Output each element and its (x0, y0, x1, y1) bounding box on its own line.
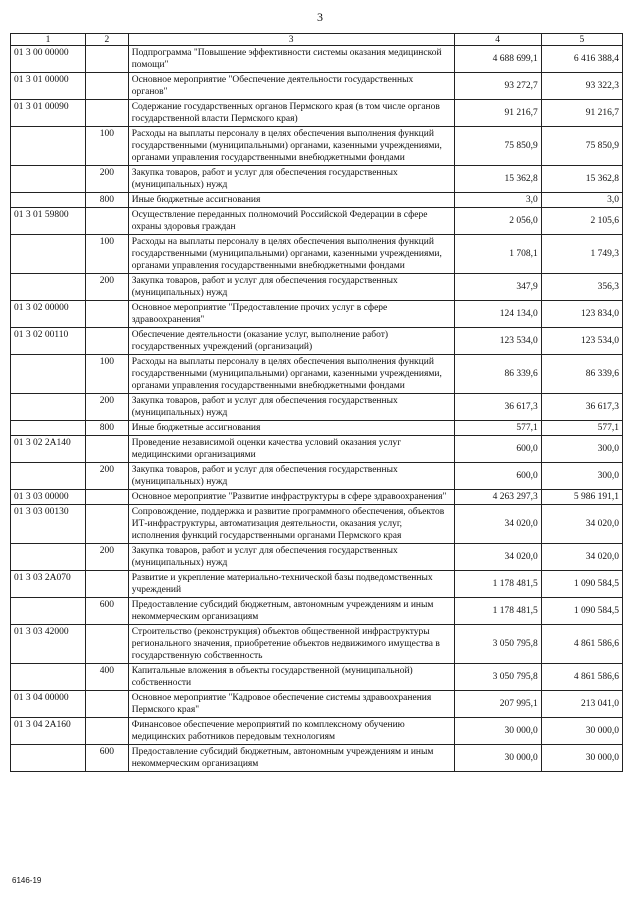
cell-amount-col4: 123 534,0 (454, 328, 541, 355)
cell-amount-col4: 600,0 (454, 436, 541, 463)
table-row (11, 100, 623, 127)
table-row (11, 193, 623, 208)
cell-target-code: 01 3 04 2А160 (11, 718, 86, 745)
cell-amount-col4: 91 216,7 (454, 100, 541, 127)
table-row (11, 544, 623, 571)
cell-expense-type (86, 505, 129, 544)
header-row (11, 34, 623, 46)
table-row (11, 73, 623, 100)
cell-item-name: Предоставление субсидий бюджетным, автономным учреждениям и иным некоммерческим организациям (128, 598, 454, 625)
cell-expense-type: 100 (86, 235, 129, 274)
cell-item-name: Закупка товаров, работ и услуг для обеспечения государственных (муниципальных) нужд (128, 274, 454, 301)
cell-amount-col5: 75 850,9 (541, 127, 622, 166)
table-row (11, 664, 623, 691)
cell-expense-type (86, 718, 129, 745)
header-col-3: 3 (128, 34, 454, 46)
cell-amount-col5: 123 834,0 (541, 301, 622, 328)
cell-target-code (11, 544, 86, 571)
cell-amount-col4: 1 178 481,5 (454, 571, 541, 598)
cell-item-name: Осуществление переданных полномочий Российской Федерации в сфере охраны здоровья граждан (128, 208, 454, 235)
table-row (11, 718, 623, 745)
cell-amount-col5: 1 090 584,5 (541, 571, 622, 598)
cell-item-name: Финансовое обеспечение мероприятий по комплексному обучению медицинских работников передовым технологиям (128, 718, 454, 745)
header-col-4: 4 (454, 34, 541, 46)
cell-expense-type (86, 436, 129, 463)
table-row (11, 127, 623, 166)
cell-expense-type (86, 100, 129, 127)
cell-item-name: Закупка товаров, работ и услуг для обеспечения государственных (муниципальных) нужд (128, 166, 454, 193)
table-row (11, 235, 623, 274)
cell-expense-type (86, 571, 129, 598)
cell-amount-col5: 1 749,3 (541, 235, 622, 274)
cell-expense-type: 600 (86, 745, 129, 772)
cell-item-name: Капитальные вложения в объекты государственной (муниципальной) собственности (128, 664, 454, 691)
cell-target-code: 01 3 01 00090 (11, 100, 86, 127)
cell-expense-type: 200 (86, 544, 129, 571)
cell-amount-col5: 86 339,6 (541, 355, 622, 394)
cell-amount-col5: 123 534,0 (541, 328, 622, 355)
table-row (11, 394, 623, 421)
footer-code: 6146-19 (12, 876, 42, 885)
cell-amount-col5: 15 362,8 (541, 166, 622, 193)
cell-amount-col4: 15 362,8 (454, 166, 541, 193)
cell-amount-col5: 30 000,0 (541, 718, 622, 745)
cell-amount-col4: 1 178 481,5 (454, 598, 541, 625)
cell-expense-type: 800 (86, 421, 129, 436)
cell-amount-col4: 30 000,0 (454, 745, 541, 772)
cell-amount-col5: 4 861 586,6 (541, 625, 622, 664)
cell-amount-col4: 600,0 (454, 463, 541, 490)
header-col-1: 1 (11, 34, 86, 46)
cell-target-code: 01 3 02 00000 (11, 301, 86, 328)
table-row (11, 328, 623, 355)
header-col-5: 5 (541, 34, 622, 46)
cell-expense-type: 100 (86, 355, 129, 394)
cell-target-code (11, 745, 86, 772)
cell-amount-col4: 75 850,9 (454, 127, 541, 166)
cell-amount-col4: 3 050 795,8 (454, 625, 541, 664)
cell-item-name: Основное мероприятие "Кадровое обеспечение системы здравоохранения Пермского края" (128, 691, 454, 718)
table-row (11, 598, 623, 625)
cell-item-name: Развитие и укрепление материально-технической базы подведомственных учреждений (128, 571, 454, 598)
cell-item-name: Закупка товаров, работ и услуг для обеспечения государственных (муниципальных) нужд (128, 463, 454, 490)
cell-target-code (11, 193, 86, 208)
cell-item-name: Закупка товаров, работ и услуг для обеспечения государственных (муниципальных) нужд (128, 544, 454, 571)
cell-amount-col5: 36 617,3 (541, 394, 622, 421)
cell-item-name: Закупка товаров, работ и услуг для обеспечения государственных (муниципальных) нужд (128, 394, 454, 421)
cell-amount-col5: 3,0 (541, 193, 622, 208)
cell-item-name: Предоставление субсидий бюджетным, автономным учреждениям и иным некоммерческим организациям (128, 745, 454, 772)
cell-target-code (11, 127, 86, 166)
cell-expense-type (86, 301, 129, 328)
table-row (11, 691, 623, 718)
cell-target-code: 01 3 02 00110 (11, 328, 86, 355)
cell-item-name: Содержание государственных органов Пермского края (в том числе органов государственной власти Пермского края) (128, 100, 454, 127)
page-number: 3 (317, 10, 323, 24)
header-col-2: 2 (86, 34, 129, 46)
cell-amount-col4: 2 056,0 (454, 208, 541, 235)
cell-item-name: Проведение независимой оценки качества условий оказания услуг медицинскими организациями (128, 436, 454, 463)
cell-expense-type: 600 (86, 598, 129, 625)
table-row (11, 166, 623, 193)
cell-item-name: Иные бюджетные ассигнования (128, 421, 454, 436)
table-row (11, 46, 623, 73)
table-row (11, 745, 623, 772)
cell-amount-col5: 5 986 191,1 (541, 490, 622, 505)
table-row (11, 436, 623, 463)
cell-expense-type: 400 (86, 664, 129, 691)
cell-target-code (11, 598, 86, 625)
cell-expense-type: 800 (86, 193, 129, 208)
cell-expense-type (86, 490, 129, 505)
cell-amount-col4: 4 263 297,3 (454, 490, 541, 505)
cell-amount-col4: 34 020,0 (454, 505, 541, 544)
cell-amount-col5: 577,1 (541, 421, 622, 436)
table-row (11, 490, 623, 505)
cell-amount-col4: 30 000,0 (454, 718, 541, 745)
cell-expense-type (86, 625, 129, 664)
cell-amount-col4: 577,1 (454, 421, 541, 436)
cell-item-name: Расходы на выплаты персоналу в целях обеспечения выполнения функций государственными (муниципальными) органами, казенными учреждениями, органами управления государственными внебюджетными фондами (128, 355, 454, 394)
cell-target-code: 01 3 02 2А140 (11, 436, 86, 463)
cell-item-name: Иные бюджетные ассигнования (128, 193, 454, 208)
cell-target-code (11, 421, 86, 436)
cell-item-name: Обеспечение деятельности (оказание услуг, выполнение работ) государственных учреждений (организаций) (128, 328, 454, 355)
cell-amount-col5: 1 090 584,5 (541, 598, 622, 625)
table-row (11, 625, 623, 664)
cell-target-code: 01 3 03 00000 (11, 490, 86, 505)
cell-target-code: 01 3 03 2А070 (11, 571, 86, 598)
cell-amount-col5: 213 041,0 (541, 691, 622, 718)
cell-item-name: Расходы на выплаты персоналу в целях обеспечения выполнения функций государственными (муниципальными) органами, казенными учреждениями, органами управления государственными внебюджетными фондами (128, 235, 454, 274)
cell-amount-col4: 4 688 699,1 (454, 46, 541, 73)
cell-amount-col4: 124 134,0 (454, 301, 541, 328)
table-row (11, 301, 623, 328)
cell-item-name: Основное мероприятие "Развитие инфраструктуры в сфере здравоохранения" (128, 490, 454, 505)
cell-item-name: Подпрограмма "Повышение эффективности системы оказания медицинской помощи" (128, 46, 454, 73)
cell-amount-col4: 207 995,1 (454, 691, 541, 718)
cell-item-name: Расходы на выплаты персоналу в целях обеспечения выполнения функций государственными (муниципальными) органами, казенными учреждениями, органами управления государственными внебюджетными фондами (128, 127, 454, 166)
cell-expense-type (86, 328, 129, 355)
cell-amount-col4: 36 617,3 (454, 394, 541, 421)
cell-amount-col4: 93 272,7 (454, 73, 541, 100)
cell-amount-col5: 356,3 (541, 274, 622, 301)
cell-target-code: 01 3 03 00130 (11, 505, 86, 544)
cell-expense-type (86, 208, 129, 235)
budget-table (10, 33, 623, 772)
table-body (11, 46, 623, 772)
cell-expense-type (86, 46, 129, 73)
cell-expense-type: 100 (86, 127, 129, 166)
cell-amount-col5: 2 105,6 (541, 208, 622, 235)
cell-expense-type (86, 691, 129, 718)
table-row (11, 355, 623, 394)
cell-amount-col5: 34 020,0 (541, 505, 622, 544)
cell-expense-type: 200 (86, 166, 129, 193)
cell-target-code: 01 3 04 00000 (11, 691, 86, 718)
cell-amount-col5: 34 020,0 (541, 544, 622, 571)
cell-target-code: 01 3 01 00000 (11, 73, 86, 100)
table-row (11, 463, 623, 490)
cell-amount-col5: 30 000,0 (541, 745, 622, 772)
cell-expense-type: 200 (86, 274, 129, 301)
cell-expense-type (86, 73, 129, 100)
cell-amount-col4: 1 708,1 (454, 235, 541, 274)
cell-amount-col4: 3 050 795,8 (454, 664, 541, 691)
table-row (11, 571, 623, 598)
cell-amount-col5: 91 216,7 (541, 100, 622, 127)
cell-target-code: 01 3 00 00000 (11, 46, 86, 73)
cell-item-name: Основное мероприятие "Обеспечение деятельности государственных органов" (128, 73, 454, 100)
cell-amount-col5: 4 861 586,6 (541, 664, 622, 691)
cell-target-code (11, 274, 86, 301)
cell-target-code (11, 166, 86, 193)
cell-target-code: 01 3 01 59800 (11, 208, 86, 235)
table-row (11, 274, 623, 301)
cell-amount-col4: 3,0 (454, 193, 541, 208)
cell-target-code (11, 394, 86, 421)
table-row (11, 505, 623, 544)
cell-amount-col5: 300,0 (541, 436, 622, 463)
cell-item-name: Строительство (реконструкция) объектов общественной инфраструктуры регионального значения, приобретение объектов недвижимого имущества в государственную собственность (128, 625, 454, 664)
cell-target-code: 01 3 03 42000 (11, 625, 86, 664)
cell-amount-col4: 347,9 (454, 274, 541, 301)
cell-target-code (11, 463, 86, 490)
cell-item-name: Основное мероприятие "Предоставление прочих услуг в сфере здравоохранения" (128, 301, 454, 328)
table-row (11, 421, 623, 436)
cell-item-name: Сопровождение, поддержка и развитие программного обеспечения, объектов ИТ-инфраструктуры, автоматизация деятельности, оказания услуг, исполнения функций государственными органами Пермского края (128, 505, 454, 544)
cell-expense-type: 200 (86, 463, 129, 490)
cell-amount-col5: 300,0 (541, 463, 622, 490)
cell-target-code (11, 664, 86, 691)
table-row (11, 208, 623, 235)
cell-target-code (11, 235, 86, 274)
cell-amount-col4: 34 020,0 (454, 544, 541, 571)
cell-amount-col5: 93 322,3 (541, 73, 622, 100)
cell-amount-col4: 86 339,6 (454, 355, 541, 394)
cell-expense-type: 200 (86, 394, 129, 421)
cell-amount-col5: 6 416 388,4 (541, 46, 622, 73)
cell-target-code (11, 355, 86, 394)
